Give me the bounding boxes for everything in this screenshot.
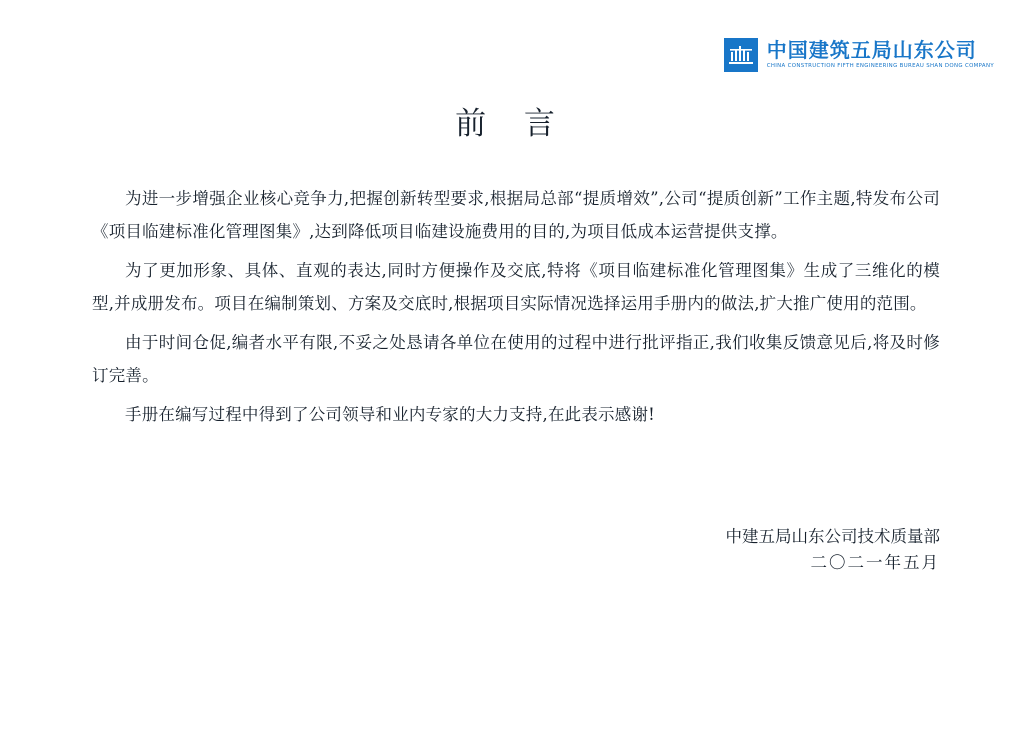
company-name-cn: 中国建筑五局山东公司 — [766, 38, 977, 63]
signature-organization: 中建五局山东公司技术质量部 — [725, 527, 940, 546]
paragraph: 由于时间仓促,编者水平有限,不妥之处恳请各单位在使用的过程中进行批评指正,我们收集反馈意见后,将及时修订完善。 — [92, 333, 940, 385]
company-building-logo-icon — [724, 38, 758, 72]
company-name-en: CHINA CONSTRUCTION FIFTH ENGINEERING BUREAU SHAN DONG COMPANY — [766, 63, 994, 70]
company-logo-text — [767, 40, 994, 69]
page-title: 前 言 — [455, 106, 569, 142]
document-body — [92, 182, 940, 437]
company-logo — [724, 38, 994, 72]
signature-block — [726, 524, 941, 575]
paragraph: 手册在编写过程中得到了公司领导和业内专家的大力支持,在此表示感谢! — [125, 405, 655, 424]
paragraph: 为了更加形象、具体、直观的表达,同时方便操作及交底,特将《项目临建标准化管理图集》生成了三维化的模型,并成册发布。项目在编制策划、方案及交底时,根据项目实际情况选择运用手册内的做法,扩大推广使用的范围。 — [92, 261, 940, 313]
signature-date: 二〇二一年五月 — [810, 552, 940, 572]
paragraph: 为进一步增强企业核心竞争力,把握创新转型要求,根据局总部“提质增效”,公司“提质创新”工作主题,特发布公司《项目临建标准化管理图集》,达到降低项目临建设施费用的目的,为项目低成本运营提供支撑。 — [92, 189, 940, 241]
